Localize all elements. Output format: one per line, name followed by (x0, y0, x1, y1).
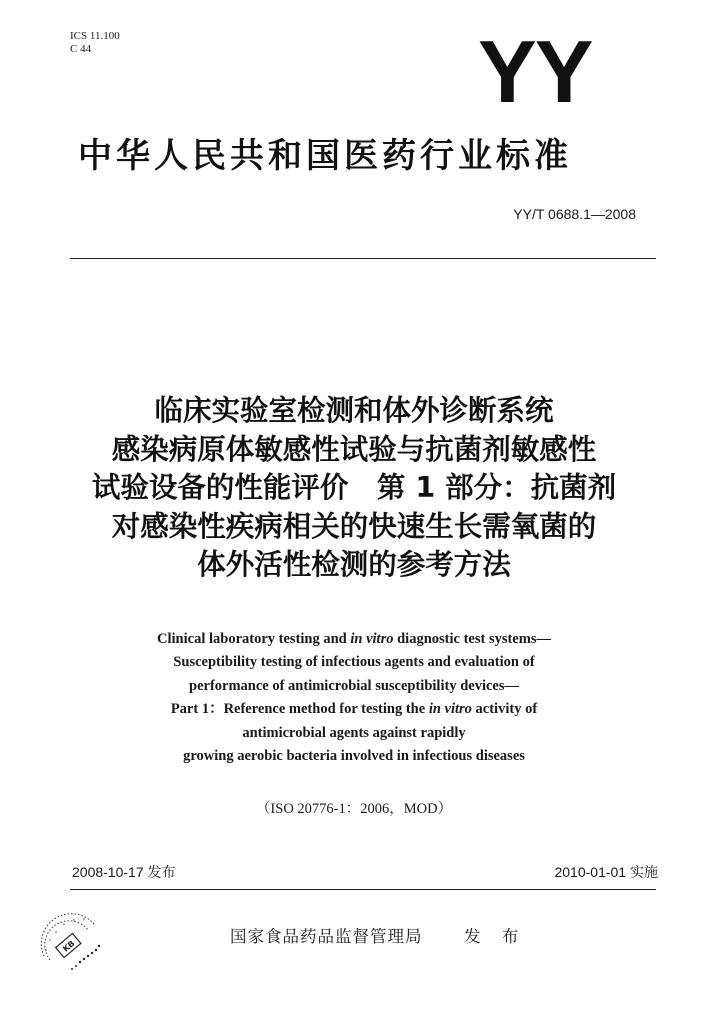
issue-label: 发 布 (464, 927, 527, 946)
english-title-line: performance of antimicrobial susceptibility devices— (189, 677, 519, 694)
anti-counterfeit-seal-icon (36, 910, 116, 980)
svg-text:KB: KB (61, 938, 77, 954)
classification-codes (70, 30, 120, 56)
bottom-divider (70, 889, 656, 890)
effective-date: 2010-01-01 实施 (554, 864, 658, 880)
standard-title: 中华人民共和国医药行业标准 (78, 136, 572, 176)
english-title-italic: in vitro (350, 631, 394, 647)
chinese-title-line: 对感染性疾病相关的快速生长需氧菌的 (111, 509, 597, 543)
english-title-line (80, 698, 628, 721)
issue-date: 2008-10-17 发布 (72, 864, 176, 880)
english-title (80, 628, 628, 768)
english-title-text: Clinical laboratory testing and (157, 631, 351, 647)
yy-logo: YY (478, 22, 592, 121)
issuing-authority: 国家食品药品监督管理局 (230, 927, 423, 946)
chinese-title-line: 感染病原体敏感性试验与抗菌剂敏感性 (111, 432, 597, 466)
ccs-code: C 44 (70, 43, 92, 55)
chinese-title (54, 392, 654, 585)
english-title-text: Part 1：Reference method for testing the (170, 701, 429, 718)
chinese-title-line: 临床实验室检测和体外诊断系统 (154, 394, 554, 427)
english-title-text: activity of (471, 701, 538, 718)
iso-reference: （ISO 20776-1：2006，MOD） (255, 801, 453, 817)
english-title-italic: in vitro (428, 701, 472, 718)
top-divider (70, 258, 656, 259)
english-title-text: diagnostic test systems— (393, 631, 551, 647)
chinese-title-line: 体外活性检测的参考方法 (197, 548, 511, 581)
ics-code: ICS 11.100 (70, 30, 120, 42)
english-title-line: Susceptibility testing of infectious agents and evaluation of (173, 654, 535, 671)
english-title-line: growing aerobic bacteria involved in infectious diseases (183, 748, 525, 765)
english-title-line: antimicrobial agents against rapidly (242, 724, 466, 741)
chinese-title-line: 试验设备的性能评价 第 1 部分：抗菌剂 (91, 471, 617, 504)
english-title-line (80, 628, 628, 651)
standard-number: YY/T 0688.1—2008 (513, 206, 636, 222)
